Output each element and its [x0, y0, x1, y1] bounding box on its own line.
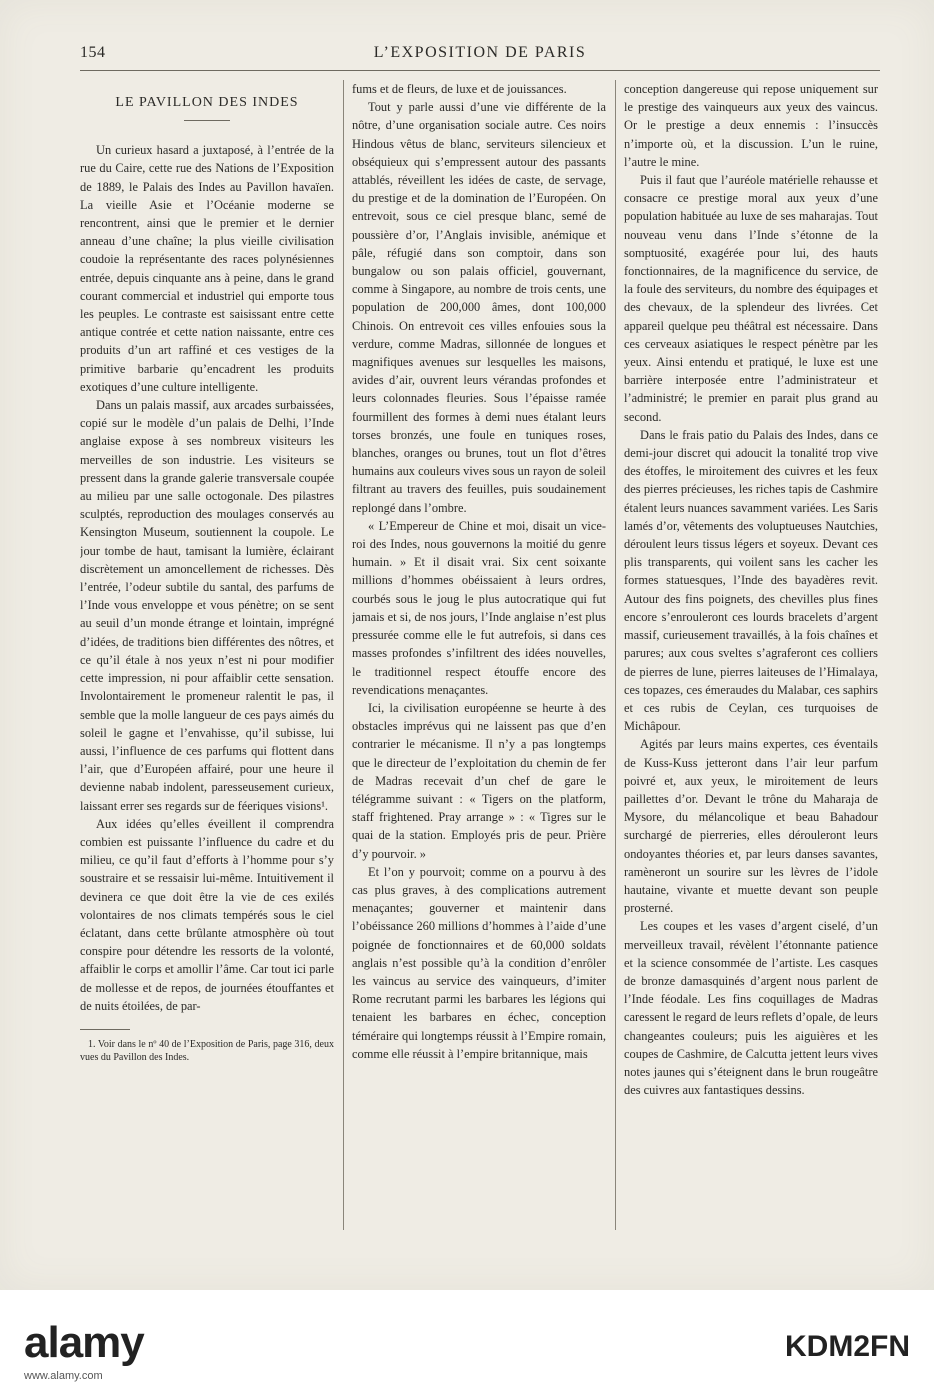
paragraph: Les coupes et les vases d’argent ciselé, d’un merveilleux travail, révèlent l’étonnante patience et la science consommée de l’artiste. Les casques de bronze damasquinés d’argent nous parlent de l’Inde féodale. Les fins coquillages de Madras caressent le regard de leurs reflets d’opale, de leurs changeantes couleurs; puis les aiguières et les coupes de Cashmire, de Calcutta jettent leurs vives notes jaunes qui s’éteignent dans le brun rougeâtre des cuivres aux fantastiques dessins.	[624, 919, 878, 1098]
article-columns	[80, 80, 880, 1250]
paragraph: « L’Empereur de Chine et moi, disait un vice-roi des Indes, nous gouvernons la moitié du genre humain. » Et il disait vrai. Six cent soixante millions d’hommes obéissaient à leurs ordres, courbés sous le joug le plus autocratique qui fut jamais et si, de nos jours, l’Inde anglaise n’est plus pressurée comme elle le fut autrefois, si dans ces masses profondes s’infiltrent des idées nouvelles, le traditionnel respect étouffe encore des revendications menaçantes.	[352, 518, 606, 697]
paragraph: conception dangereuse qui repose uniquement sur le prestige des vainqueurs aux yeux des vaincus. Or le prestige a deux ennemis : l’insuccès n’importe où, et la discussion. L’un le ruine, l’autre le mine.	[624, 82, 878, 169]
header-rule	[80, 70, 880, 71]
stock-watermark-bar	[0, 1290, 934, 1390]
paragraph: Ici, la civilisation européenne se heurte à des obstacles imprévus qui ne laissent pas que d’en contrarier le mécanisme. Il n’y a pas longtemps que le directeur de l’exploitation du chemin de fer de Madras recevait d’un chef de gare le télégramme suivant : « Tigers on the platform, staff frightened. Pray arrange » : « Tigres sur le quai de la station. Employés pris de peur. Prière d’y pourvoir. »	[352, 700, 606, 861]
paragraph: Puis il faut que l’auréole matérielle rehausse et consacre ce prestige moral aux yeux d’une population habituée au luxe de ses maharajas. Tout nouveau venu dans l’Inde s’étonne de la somptuosité, exagérée pour lui, des hauts fonctionnaires, de la magnificence du service, de la foule des serviteurs, du nombre des équipages et des chevaux, de la splendeur des livrées. Cet appareil quelque peu théâtral est nécessaire. Dans ces cerveaux asiatiques le respect pénètre par les yeux. Ainsi entendu et pratiqué, le luxe est une barrière interposée entre l’administrateur et l’administré; le premier en parait plus grand au second.	[624, 173, 878, 424]
paragraph: Agités par leurs mains expertes, ces éventails de Kuss-Kuss jetteront dans l’air leur parfum poivré et, aux yeux, le miroitement de leurs paillettes d’or. Devant le trône du Maharaja de Mysore, du mélancolique et beau Bahadour surchargé de pierreries, elles dérouleront leurs ondoyantes théories et, par leurs danses savantes, ramèneront un sourire sur les lèvres de l’idole hautaine, vivante et muette devant son peuple prosterné.	[624, 737, 878, 916]
footnote: 1. Voir dans le nº 40 de l’Exposition de Paris, page 316, deux vues du Pavillon des Indes.	[80, 1038, 334, 1063]
paragraph: Un curieux hasard a juxtaposé, à l’entrée de la rue du Caire, cette rue des Nations de l’Exposition de 1889, le Palais des Indes au Pavillon havaïen. La vieille Asie et l’Océanie moderne se rencontrent, ainsi que le premier et le dernier anneau d’une chaîne; la plus vieille civilisation coudoie la représentante des races polynésiennes entrée, depuis cinquante ans à peine, dans le grand courant commercial et industriel qui emporte tous les peuples. Le contraste est saisissant entre cette antique contrée et cette nation naissante, entre ces produits d’un art raffiné et ces vestiges de la primitive barbarie qu’encadrent les produits exotiques d’une culture intelligente.	[80, 143, 334, 394]
title-rule	[184, 120, 230, 121]
image-id: KDM2FN	[785, 1330, 910, 1363]
column-2	[352, 80, 606, 1230]
column-divider	[615, 80, 616, 1230]
paragraph: Aux idées qu’elles éveillent il comprendra combien est puissante l’influence du cadre et du milieu, ce qu’il faut d’efforts à l’homme pour s’y soustraire et se ressaisir lui-même. Intuitivement il devinera ce que doit être la vie de ces exilés volontaires de nos climats tempérés sous le ciel éclatant, dans cette brûlante atmosphère où tout conspire pour détendre les ressorts de la volonté, affaiblir le corps et amollir l’âme. Car tout ici parle de mollesse et de repos, de journées étouffantes et de nuits étoilées, de par-	[80, 816, 334, 1013]
alamy-logo: alamy	[24, 1318, 144, 1367]
journal-title: L’EXPOSITION DE PARIS	[373, 44, 587, 61]
paragraph: Et l’on y pourvoit; comme on a pourvu à des cas plus graves, à des complications autrement menaçantes; gouverner et maintenir dans l’obéissance 260 millions d’hommes à l’aide d’une poignée de fonctionnaires et de 60,000 soldats anglais n’est possible qu’à la condition d’enrôler les vaincus au service des vainqueurs, d’imiter Rome recrutant parmi les barbares les légions qui tenaient les barbares en échec, conception téméraire qui longtemps réussit à l’Empire romain, comme elle réussit à l’empire britannique, mais	[352, 864, 606, 1061]
column-3	[624, 80, 878, 1230]
running-head	[80, 40, 880, 68]
page-number: 154	[80, 44, 106, 61]
article-title: LE PAVILLON DES INDES	[115, 95, 299, 110]
paragraph: fums et de fleurs, de luxe et de jouissances.	[352, 82, 567, 96]
column-divider	[343, 80, 344, 1230]
paragraph: Dans le frais patio du Palais des Indes, dans ce demi-jour discret qui adoucit la tonalité trop vive des étoffes, le miroitement des cuivres et les feux des pierres précieuses, les riches tapis de Cashmire étalent leurs nuances savamment variées. Les Saris lamés d’or, vêtements des voluptueuses Nautchies, déroulent leurs tissus légers et soyeux. Devant ces plis transparents, qui voilent sans les cacher les formes statuesques, l’Inde des bayadères revit. Autour des fins poignets, des chevilles plus fines encore s’enrouleront ces lourds bracelets d’argent massif, curieusement travaillés, à la fois chaînes et parures; aux cous sveltes s’agraferont ces colliers de pierres de lune, pierres laiteuses de l’Himalaya, ces topazes, ces émeraudes du Malabar, ces saphirs et ces rubis de Ceylan, ces turquoises de Michâpour.	[624, 427, 878, 734]
watermark-url: www.alamy.com	[24, 1370, 103, 1382]
paragraph: Dans un palais massif, aux arcades surbaissées, copié sur le modèle d’un palais de Delhi, l’Inde anglaise expose à ses nombreux visiteurs les merveilles de son industrie. Les visiteurs se pressent dans la grande galerie transversale coupée au milieu par une salle octogonale. Des pilastres sculptés, reproduction des moulages conservés au Kensington Museum, soutiennent la coupole. Le jour tombe de haut, tamisant la lumière, éclairant discrètement un amoncellement de richesses. Dès l’entrée, l’odeur subtile du santal, des parfums de l’Inde vous enveloppe et vous pénètre; on se sent au seuil d’un monde étrange et lointain, imprégné d’idées, de traditions bien différentes des nôtres, et ce qu’il étale à nos yeux n’est ni pour modifier cette impression, ni pour affaiblir cette sensation. Involontairement le promeneur ralentit le pas, il semble que la molle langueur de ces pays aimés du soleil le gagne et l’envahisse, qu’il subisse, lui aussi, l’influence de ces parfums qui flottent dans l’air, que d’Européen affairé, pour une heure il devienne nabab indolent, paresseusement curieux, laissant errer ses regards sur de féeriques visions¹.	[80, 398, 334, 813]
column-1	[80, 80, 334, 1230]
paragraph: Tout y parle aussi d’une vie différente de la nôtre, d’une organisation sociale autre. Ces noirs Hindous vêtus de blanc, serviteurs silencieux et obséquieux qui s’empressent autour des passants attablés, réveillent les idées de caste, de servage, du prestige et de la domination de l’Européen. On entrevoit, sous ce ciel presque blanc, semé de poussière d’or, l’Anglais invisible, anémique et pâle, réfugié dans son comptoir, dans son bungalow ou son palais officiel, gouvernant, comme à Singapore, au nombre de trois cents, une population de 200,000 âmes, dont 100,000 Chinois. On entrevoit ces villes enfouies sous la verdure, comme Madras, sillonnée de longues et magnifiques avenues sur lesquelles les maisons, avides d’air, ouvrent leurs vérandas profondes et leurs colonnades fleuries. Sous l’épaisse ramée fourmillent des formes à demi nues étalant leurs torses bronzés, une foule en tuniques roses, blanches, oranges ou brunes, tout un flot d’êtres humains aux couleurs vives sous un rayon de soleil filtrant au travers des feuilles, puis soudainement replongé dans l’ombre.	[352, 100, 606, 515]
footnote-rule	[80, 1029, 130, 1030]
